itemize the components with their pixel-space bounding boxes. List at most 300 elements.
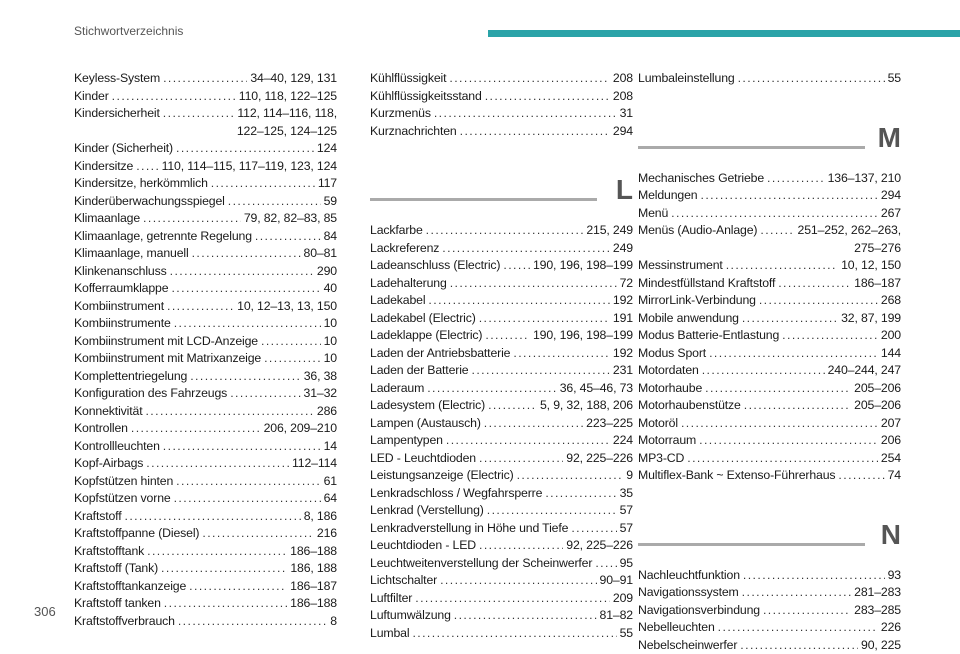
- dot-leader: [147, 543, 287, 561]
- dot-leader: [485, 327, 530, 345]
- page-references: 290: [317, 263, 337, 281]
- dot-leader: [446, 432, 610, 450]
- page-references: 205–206: [854, 397, 901, 415]
- dot-leader: [479, 310, 610, 328]
- page-references: 207: [881, 415, 901, 433]
- dot-leader: [426, 222, 584, 240]
- index-term: Lumbaleinstellung: [638, 70, 735, 88]
- page-references: 95: [620, 555, 633, 573]
- index-entry: [638, 222, 901, 240]
- index-term: Lampen (Austausch): [370, 415, 481, 433]
- index-term: Kraftstoff (Tank): [74, 560, 158, 578]
- index-entry: [370, 607, 633, 625]
- page-references: 215, 249: [586, 222, 633, 240]
- index-entry: [74, 350, 337, 368]
- index-term: Lumbal: [370, 625, 409, 643]
- running-head-title: Stichwortverzeichnis: [74, 24, 183, 38]
- page-references: 74: [888, 467, 901, 485]
- index-term: Kindersitze, herkömmlich: [74, 175, 208, 193]
- page-references: 186–187: [854, 275, 901, 293]
- index-entry: [370, 467, 633, 485]
- index-term: Mobile anwendung: [638, 310, 739, 328]
- index-entry: [370, 310, 633, 328]
- page-references: 209: [613, 590, 633, 608]
- page-references: 93: [888, 567, 901, 585]
- index-entry: [638, 187, 901, 205]
- page-references: 144: [881, 345, 901, 363]
- index-entry: [74, 420, 337, 438]
- page-references: 14: [324, 438, 337, 456]
- page-references: 240–244, 247: [828, 362, 901, 380]
- page-references: 61: [324, 473, 337, 491]
- index-term: Ladehalterung: [370, 275, 447, 293]
- page-references: 92, 225–226: [566, 537, 633, 555]
- dot-leader: [760, 222, 794, 240]
- index-entry: [638, 257, 901, 275]
- page-references: 186–188: [290, 543, 337, 561]
- index-entry: [370, 397, 633, 415]
- page-references: 208: [613, 70, 633, 88]
- index-term: Klimaanlage, manuell: [74, 245, 189, 263]
- page-references: 206, 209–210: [264, 420, 337, 438]
- index-entry: [370, 123, 633, 141]
- page-references: 205–206: [854, 380, 901, 398]
- dot-leader: [759, 292, 878, 310]
- index-term: Kraftstoffpanne (Diesel): [74, 525, 199, 543]
- index-term: Lenkradverstellung in Höhe und Tiefe: [370, 520, 568, 538]
- index-entry: [370, 590, 633, 608]
- page-references: 224: [613, 432, 633, 450]
- index-term: Laderaum: [370, 380, 424, 398]
- letter-section-header: [370, 166, 633, 216]
- page-references: 5, 9, 32, 188, 206: [540, 397, 633, 415]
- index-term: Motordaten: [638, 362, 699, 380]
- dot-leader: [767, 170, 825, 188]
- dot-leader: [145, 403, 313, 421]
- index-term: Kraftstofftank: [74, 543, 144, 561]
- page-references: 90–91: [600, 572, 633, 590]
- index-term: Kurznachrichten: [370, 123, 457, 141]
- page-references: 190, 196, 198–199: [533, 257, 633, 275]
- page-references: 249: [613, 240, 633, 258]
- dot-leader: [440, 572, 596, 590]
- index-entry: [74, 473, 337, 491]
- dot-leader: [261, 333, 321, 351]
- dot-leader: [428, 292, 610, 310]
- dot-leader: [176, 140, 314, 158]
- dot-leader: [479, 450, 563, 468]
- index-entry: [638, 310, 901, 328]
- index-term: Kindersicherheit: [74, 105, 160, 123]
- index-entry: [74, 368, 337, 386]
- index-term: Lampentypen: [370, 432, 443, 450]
- section-letter: M: [878, 122, 901, 154]
- index-term: Modus Batterie-Entlastung: [638, 327, 779, 345]
- page-references: 55: [620, 625, 633, 643]
- index-term: Multiflex-Bank ~ Extenso-Führerhaus: [638, 467, 835, 485]
- index-term: Kraftstoff: [74, 508, 121, 526]
- index-term: Ladekabel (Electric): [370, 310, 476, 328]
- index-term: Kofferraumklappe: [74, 280, 168, 298]
- dot-leader: [442, 240, 610, 258]
- index-term: Klimaanlage: [74, 210, 140, 228]
- index-term: Lichtschalter: [370, 572, 437, 590]
- index-term: Kombiinstrument: [74, 298, 164, 316]
- index-entry: [638, 362, 901, 380]
- index-term: Kopf-Airbags: [74, 455, 143, 473]
- index-entry: [74, 578, 337, 596]
- index-entry: [638, 567, 901, 585]
- index-entry: [74, 385, 337, 403]
- index-entry: [638, 345, 901, 363]
- index-entry: [370, 380, 633, 398]
- index-entry: [74, 245, 337, 263]
- page-references: 251–252, 262–263,: [798, 222, 901, 240]
- section-divider: [370, 198, 597, 201]
- index-term: Kinder: [74, 88, 109, 106]
- index-term: Kopfstützen vorne: [74, 490, 171, 508]
- page-references: 267: [881, 205, 901, 223]
- index-entry: [638, 432, 901, 450]
- dot-leader: [545, 485, 616, 503]
- index-term: Kurzmenüs: [370, 105, 431, 123]
- index-entry: [370, 240, 633, 258]
- dot-leader: [517, 467, 624, 485]
- page-references: 110, 118, 122–125: [239, 88, 337, 106]
- index-entry: [370, 537, 633, 555]
- index-term: Kontrollleuchten: [74, 438, 160, 456]
- index-entry: [74, 228, 337, 246]
- page-references: 34–40, 129, 131: [250, 70, 337, 88]
- index-column-3: [638, 70, 901, 654]
- dot-leader: [163, 105, 235, 123]
- index-term: Konfiguration des Fahrzeugs: [74, 385, 227, 403]
- index-entry: [74, 175, 337, 193]
- page-references: 186–188: [290, 595, 337, 613]
- index-term: MP3-CD: [638, 450, 684, 468]
- page-references: 226: [881, 619, 901, 637]
- page-number: 306: [34, 604, 56, 619]
- index-term: Modus Sport: [638, 345, 706, 363]
- dot-leader: [709, 345, 878, 363]
- dot-leader: [171, 280, 320, 298]
- index-term: Menüs (Audio-Anlage): [638, 222, 757, 240]
- index-term: Komplettentriegelung: [74, 368, 187, 386]
- index-term: LED - Leuchtdioden: [370, 450, 476, 468]
- dot-leader: [782, 327, 878, 345]
- page-references: 112, 114–116, 118,: [237, 105, 337, 123]
- dot-leader: [163, 438, 321, 456]
- index-term: Ladekabel: [370, 292, 425, 310]
- page-references: 10: [324, 315, 337, 333]
- index-term: Navigationsverbindung: [638, 602, 760, 620]
- page-references: 294: [881, 187, 901, 205]
- dot-leader: [170, 263, 314, 281]
- dot-leader: [163, 70, 247, 88]
- index-entry: [370, 572, 633, 590]
- page-references: 281–283: [854, 584, 901, 602]
- index-entry: [370, 432, 633, 450]
- dot-leader: [743, 567, 885, 585]
- index-entry: [638, 292, 901, 310]
- index-entry: [74, 88, 337, 106]
- index-entry: [74, 70, 337, 88]
- index-term: Laden der Batterie: [370, 362, 468, 380]
- index-entry: [74, 193, 337, 211]
- index-term: Kombiinstrument mit LCD-Anzeige: [74, 333, 258, 351]
- letter-section-header: [638, 511, 901, 561]
- page-references: 117: [318, 175, 337, 193]
- index-term: Motorhaubenstütze: [638, 397, 741, 415]
- dot-leader: [190, 368, 300, 386]
- page-references: 55: [888, 70, 901, 88]
- page-references: 192: [613, 345, 633, 363]
- index-term: Lackreferenz: [370, 240, 439, 258]
- page-references: 72: [620, 275, 633, 293]
- index-column-2: [370, 70, 633, 642]
- dot-leader: [189, 578, 287, 596]
- index-entry: [370, 415, 633, 433]
- index-entry: [74, 158, 337, 176]
- dot-leader: [738, 70, 885, 88]
- page-references-continued: 122–125, 124–125: [74, 123, 337, 141]
- dot-leader: [228, 193, 321, 211]
- page-references: 110, 114–115, 117–119, 123, 124: [162, 158, 337, 176]
- dot-leader: [176, 473, 320, 491]
- page-references: 286: [317, 403, 337, 421]
- section-letter: N: [881, 519, 901, 551]
- dot-leader: [460, 123, 610, 141]
- index-entry: [638, 584, 901, 602]
- dot-leader: [143, 210, 241, 228]
- index-entry: [74, 560, 337, 578]
- page-references: 186, 188: [290, 560, 337, 578]
- dot-leader: [454, 607, 597, 625]
- page-references: 31: [620, 105, 633, 123]
- index-entry: [370, 450, 633, 468]
- dot-leader: [412, 625, 616, 643]
- index-entry: [74, 333, 337, 351]
- dot-leader: [112, 88, 236, 106]
- dot-leader: [164, 595, 287, 613]
- page-references: 64: [324, 490, 337, 508]
- page-references: 231: [613, 362, 633, 380]
- page-references: 186–187: [290, 578, 337, 596]
- page-references: 191: [613, 310, 633, 328]
- index-entry: [370, 257, 633, 275]
- index-entry: [638, 380, 901, 398]
- index-entry: [370, 105, 633, 123]
- index-entry: [638, 397, 901, 415]
- page-references: 10, 12–13, 13, 150: [237, 298, 337, 316]
- index-entry: [74, 403, 337, 421]
- index-term: MirrorLink-Verbindung: [638, 292, 756, 310]
- index-term: Nachleuchtfunktion: [638, 567, 740, 585]
- index-entry: [370, 327, 633, 345]
- index-entry: [74, 490, 337, 508]
- dot-leader: [595, 555, 616, 573]
- dot-leader: [705, 380, 851, 398]
- dot-leader: [742, 310, 838, 328]
- dot-leader: [778, 275, 851, 293]
- dot-leader: [415, 590, 610, 608]
- dot-leader: [124, 508, 300, 526]
- index-term: Ladeanschluss (Electric): [370, 257, 500, 275]
- page-references: 10, 12, 150: [841, 257, 901, 275]
- index-term: Navigationssystem: [638, 584, 739, 602]
- page-references: 36, 45–46, 73: [560, 380, 633, 398]
- index-entry: [370, 485, 633, 503]
- dot-leader: [702, 362, 825, 380]
- index-entry: [74, 438, 337, 456]
- index-term: Luftumwälzung: [370, 607, 451, 625]
- index-entry: [370, 520, 633, 538]
- dot-leader: [726, 257, 838, 275]
- section-divider: [638, 543, 865, 546]
- index-entry: [74, 595, 337, 613]
- index-entry: [370, 222, 633, 240]
- index-term: Kinder (Sicherheit): [74, 140, 173, 158]
- index-entry: [74, 263, 337, 281]
- index-entry: [74, 105, 337, 123]
- dot-leader: [701, 187, 878, 205]
- page-references: 208: [613, 88, 633, 106]
- dot-leader: [838, 467, 884, 485]
- index-term: Leistungsanzeige (Electric): [370, 467, 514, 485]
- index-entry: [74, 455, 337, 473]
- index-term: Klimaanlage, getrennte Regelung: [74, 228, 252, 246]
- index-term: Leuchtweitenverstellung der Scheinwerfer: [370, 555, 592, 573]
- dot-leader: [571, 520, 616, 538]
- index-entry: [74, 315, 337, 333]
- page-references: 57: [620, 520, 633, 538]
- index-entry: [370, 362, 633, 380]
- dot-leader: [488, 397, 537, 415]
- index-term: Kopfstützen hinten: [74, 473, 173, 491]
- dot-leader: [744, 397, 851, 415]
- letter-section-header: [638, 114, 901, 164]
- index-entry: [638, 415, 901, 433]
- page-references: 84: [324, 228, 337, 246]
- dot-leader: [503, 257, 530, 275]
- page-references: 32, 87, 199: [841, 310, 901, 328]
- index-term: Kinderüberwachungsspiegel: [74, 193, 225, 211]
- index-entry: [370, 625, 633, 643]
- dot-leader: [485, 88, 610, 106]
- index-entry: [370, 275, 633, 293]
- index-entry: [370, 292, 633, 310]
- index-entry: [638, 170, 901, 188]
- dot-leader: [131, 420, 261, 438]
- dot-leader: [136, 158, 158, 176]
- index-term: Kraftstofftankanzeige: [74, 578, 186, 596]
- index-entry: [74, 280, 337, 298]
- index-entry: [74, 613, 337, 631]
- index-term: Kühlflüssigkeitsstand: [370, 88, 482, 106]
- section-divider: [638, 146, 865, 149]
- index-entry: [370, 502, 633, 520]
- dot-leader: [434, 105, 617, 123]
- index-term: Nebelleuchten: [638, 619, 715, 637]
- index-entry: [74, 140, 337, 158]
- page-references: 35: [620, 485, 633, 503]
- index-term: Konnektivität: [74, 403, 142, 421]
- page-references: 223–225: [586, 415, 633, 433]
- page-references: 10: [324, 350, 337, 368]
- dot-leader: [479, 537, 563, 555]
- index-term: Kontrollen: [74, 420, 128, 438]
- section-letter: L: [616, 174, 633, 206]
- page-references: 10: [324, 333, 337, 351]
- index-entry: [638, 327, 901, 345]
- dot-leader: [471, 362, 609, 380]
- index-entry: [370, 88, 633, 106]
- index-term: Meldungen: [638, 187, 698, 205]
- dot-leader: [192, 245, 301, 263]
- page-references: 206: [881, 432, 901, 450]
- page-references: 57: [620, 502, 633, 520]
- dot-leader: [763, 602, 851, 620]
- dot-leader: [427, 380, 557, 398]
- dot-leader: [718, 619, 878, 637]
- index-term: Leuchtdioden - LED: [370, 537, 476, 555]
- index-term: Mechanisches Getriebe: [638, 170, 764, 188]
- index-term: Motorhaube: [638, 380, 702, 398]
- index-entry: [638, 619, 901, 637]
- dot-leader: [174, 315, 321, 333]
- dot-leader: [681, 415, 878, 433]
- page-references: 190, 196, 198–199: [533, 327, 633, 345]
- dot-leader: [178, 613, 327, 631]
- index-term: Kraftstoffverbrauch: [74, 613, 175, 631]
- index-entry: [638, 450, 901, 468]
- page-references: 40: [324, 280, 337, 298]
- page-references: 90, 225: [861, 637, 901, 654]
- index-entry: [74, 508, 337, 526]
- index-term: Kraftstoff tanken: [74, 595, 161, 613]
- dot-leader: [742, 584, 852, 602]
- dot-leader: [449, 70, 610, 88]
- index-term: Laden der Antriebsbatterie: [370, 345, 510, 363]
- page-references: 36, 38: [304, 368, 337, 386]
- index-term: Luftfilter: [370, 590, 412, 608]
- dot-leader: [699, 432, 878, 450]
- page-references: 8: [330, 613, 337, 631]
- index-term: Lackfarbe: [370, 222, 423, 240]
- page-references: 9: [626, 467, 633, 485]
- index-term: Kühlflüssigkeit: [370, 70, 446, 88]
- index-entry: [74, 525, 337, 543]
- page-references: 294: [613, 123, 633, 141]
- index-term: Ladeklappe (Electric): [370, 327, 482, 345]
- page-references: 8, 186: [304, 508, 337, 526]
- header-accent-bar: [488, 30, 960, 37]
- index-term: Ladesystem (Electric): [370, 397, 485, 415]
- page-references: 268: [881, 292, 901, 310]
- dot-leader: [202, 525, 314, 543]
- index-entry: [638, 70, 901, 88]
- dot-leader: [211, 175, 315, 193]
- index-entry: [74, 210, 337, 228]
- dot-leader: [513, 345, 610, 363]
- page-references: 136–137, 210: [828, 170, 901, 188]
- index-term: Motorraum: [638, 432, 696, 450]
- index-entry: [638, 205, 901, 223]
- index-entry: [370, 345, 633, 363]
- index-entry: [638, 637, 901, 654]
- index-term: Menü: [638, 205, 668, 223]
- dot-leader: [146, 455, 289, 473]
